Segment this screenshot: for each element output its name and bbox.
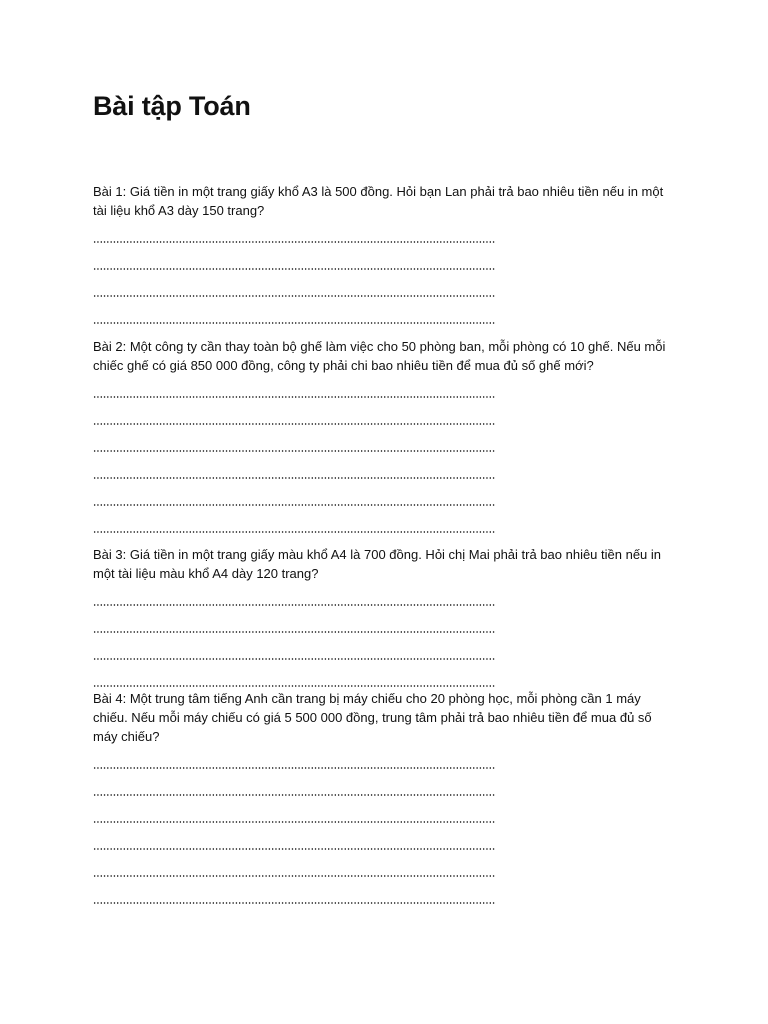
dotted-rule [93,322,495,324]
answer-line [93,850,495,877]
dotted-rule [93,531,495,533]
answer-line [93,796,495,823]
answer-line [93,425,495,452]
page-title: Bài tập Toán [93,91,251,121]
dotted-rule [93,685,495,687]
problem-1-answer-lines [93,220,673,324]
problem-1 [93,182,673,324]
answer-line [93,746,495,769]
problem-4-text: Bài 4: Một trung tâm tiếng Anh cần trang bị máy chiếu cho 20 phòng học, mỗi phòng cần 1 máy chiếu. Nếu mỗi máy chiếu có giá 5 500 000 đồng, trung tâm phải trả bao nhiêu tiền để mua đủ số máy chiếu? [93,691,652,744]
problem-3 [93,545,673,687]
answer-line [93,243,495,270]
problem-1-text: Bài 1: Giá tiền in một trang giấy khổ A3 là 500 đồng. Hỏi bạn Lan phải trả bao nhiêu tiền nếu in một tài liệu khổ A3 dày 150 trang? [93,184,664,218]
answer-line [93,660,495,687]
answer-line [93,506,495,533]
answer-line [93,479,495,506]
problem-4 [93,689,673,904]
answer-line [93,270,495,297]
answer-line [93,633,495,660]
answer-line [93,375,495,398]
answer-line [93,606,495,633]
problem-3-text: Bài 3: Giá tiền in một trang giấy màu khổ A4 là 700 đồng. Hỏi chị Mai phải trả bao nhiêu tiền nếu in một tài liệu màu khổ A4 dày 120 trang? [93,547,662,581]
answer-line [93,823,495,850]
answer-line [93,452,495,479]
problem-4-answer-lines [93,746,673,904]
problem-2 [93,337,673,533]
answer-line [93,583,495,606]
answer-line [93,297,495,324]
dotted-rule [93,902,495,904]
answer-line [93,769,495,796]
answer-line [93,220,495,243]
answer-line [93,877,495,904]
problem-3-answer-lines [93,583,673,687]
answer-line [93,398,495,425]
problem-2-answer-lines [93,375,673,533]
problem-2-text: Bài 2: Một công ty cần thay toàn bộ ghế làm việc cho 50 phòng ban, mỗi phòng có 10 ghế. Nếu mỗi chiếc ghế có giá 850 000 đồng, công ty phải chi bao nhiêu tiền để mua đủ số ghế mới? [93,339,666,373]
